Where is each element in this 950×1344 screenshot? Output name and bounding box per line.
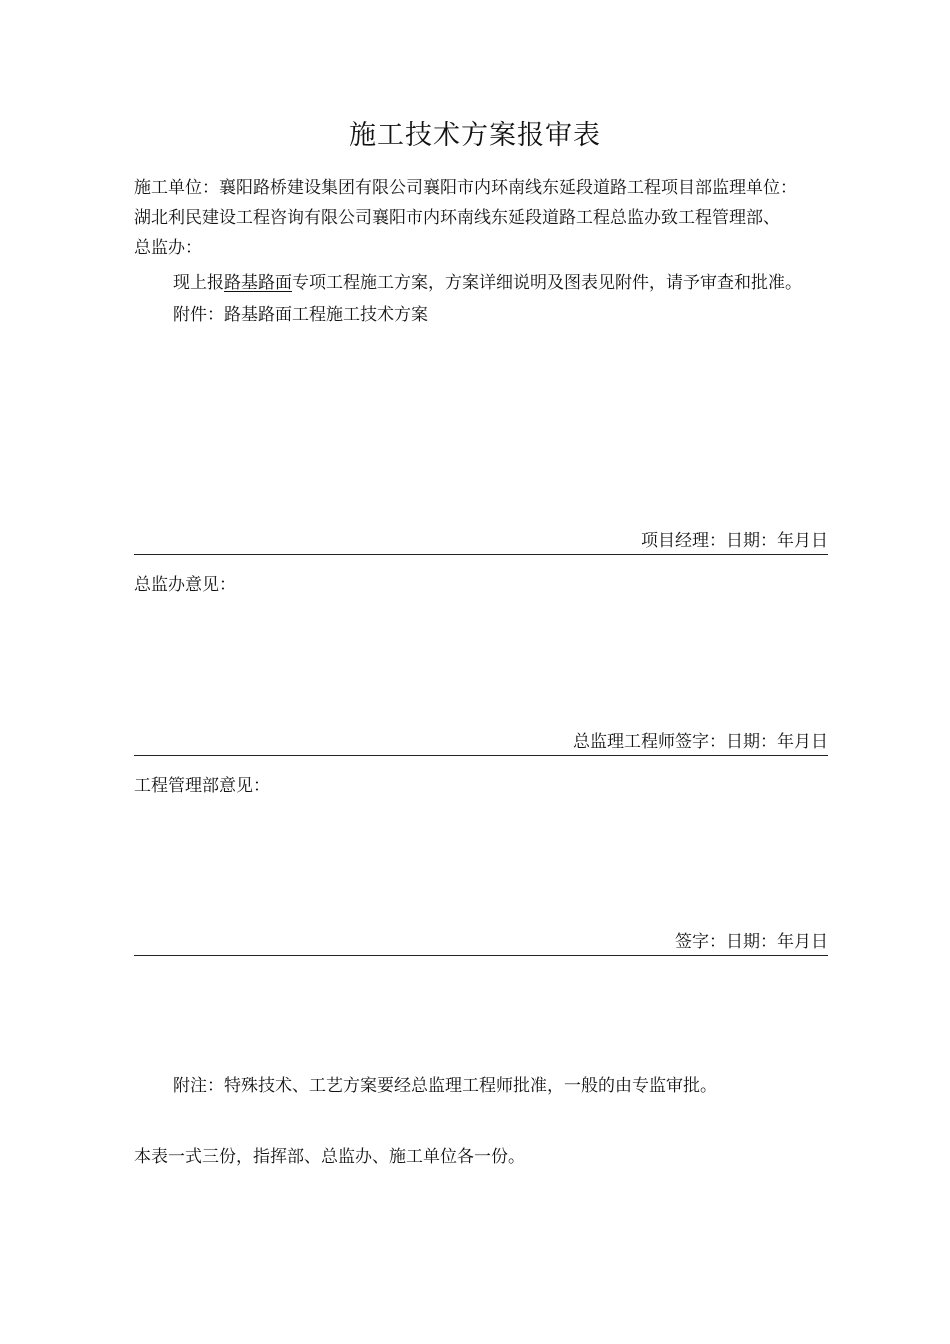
document-title: 施工技术方案报审表 (349, 120, 601, 151)
header-line-supervision-unit: 湖北利民建设工程咨询有限公司襄阳市内环南线东延段道路工程总监办致工程管理部、 (134, 208, 780, 228)
chief-supervisor-signature-line: 总监理工程师签字：日期：年月日 (134, 729, 828, 756)
submission-project-name: 路基路面 (224, 273, 292, 293)
submission-statement (173, 270, 802, 296)
remark-note: 附注：特殊技术、工艺方案要经总监理工程师批准，一般的由专监审批。 (173, 1076, 717, 1096)
copies-note: 本表一式三份，指挥部、总监办、施工单位各一份。 (134, 1147, 525, 1167)
supervisor-opinion-label: 总监办意见： (134, 575, 236, 595)
submission-prefix: 现上报 (173, 273, 224, 293)
header-line-addressee: 总监办： (134, 238, 202, 258)
header-block (134, 173, 834, 263)
submission-suffix: 专项工程施工方案，方案详细说明及图表见附件，请予审查和批准。 (292, 273, 802, 293)
header-line-construction-unit: 施工单位：襄阳路桥建设集团有限公司襄阳市内环南线东延段道路工程项目部监理单位： (134, 178, 797, 198)
attachment-line: 附件：路基路面工程施工技术方案 (173, 305, 428, 325)
project-manager-signature-line: 项目经理：日期：年月日 (134, 528, 828, 555)
management-opinion-label: 工程管理部意见： (134, 776, 270, 796)
management-signature-line: 签字：日期：年月日 (134, 929, 828, 956)
